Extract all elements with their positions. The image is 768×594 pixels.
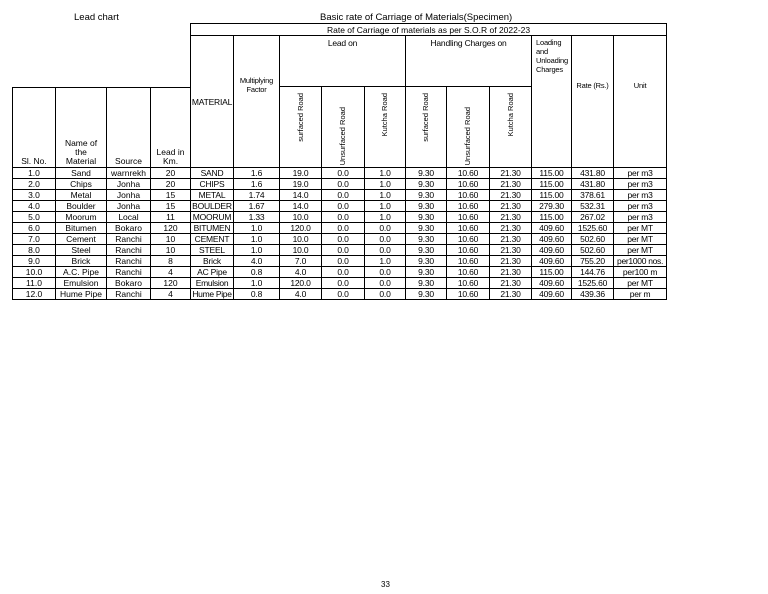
cell-lead-km: 4: [151, 267, 191, 278]
cell-handling-kutcha: 21.30: [490, 245, 532, 256]
header-material: MATERIAL: [191, 36, 234, 168]
cell-loading-charges: 115.00: [532, 179, 572, 190]
cell-lead-kutcha: 1.0: [365, 212, 406, 223]
cell-source: Ranchi: [107, 234, 151, 245]
header-lead-surfaced-road: surfaced Road: [295, 93, 305, 142]
cell-lead-surfaced: 19.0: [280, 179, 322, 190]
header-rate: Rate (Rs.): [576, 81, 609, 90]
cell-material-code: CHIPS: [191, 179, 234, 190]
cell-unit: per MT: [614, 223, 667, 234]
cell-material-name: Sand: [56, 168, 107, 179]
hdr-lead-kutcha-cell: [365, 87, 406, 168]
header-sl-no: Sl. No.: [13, 87, 56, 168]
table-row: [13, 179, 667, 190]
cell-source: Local: [107, 212, 151, 223]
cell-material-name: Boulder: [56, 201, 107, 212]
cell-material-name: Steel: [56, 245, 107, 256]
cell-sl-no: 1.0: [13, 168, 56, 179]
header-rate-cell: [572, 36, 614, 168]
cell-lead-unsurfaced: 0.0: [322, 201, 365, 212]
main-title: Basic rate of Carriage of Materials(Specimen): [320, 12, 513, 23]
table-row: [13, 234, 667, 245]
header-lead-unsurfaced-road: Unsurfaced Road: [338, 107, 347, 166]
cell-material-code: SAND: [191, 168, 234, 179]
cell-handling-unsurfaced: 10.60: [447, 278, 490, 289]
header-unit-cell: [614, 36, 667, 168]
cell-handling-kutcha: 21.30: [490, 212, 532, 223]
cell-lead-km: 8: [151, 256, 191, 267]
table-row: [13, 223, 667, 234]
cell-handling-unsurfaced: 10.60: [447, 212, 490, 223]
cell-multiplying-factor: 1.0: [234, 245, 280, 256]
cell-unit: per m3: [614, 212, 667, 223]
header-hc-kutcha-road: Kutcha Road: [505, 93, 515, 137]
cell-material-name: Cement: [56, 234, 107, 245]
cell-material-code: CEMENT: [191, 234, 234, 245]
header-source: Source: [107, 87, 151, 168]
cell-handling-kutcha: 21.30: [490, 267, 532, 278]
cell-loading-charges: 409.60: [532, 234, 572, 245]
cell-rate: 144.76: [572, 267, 614, 278]
cell-lead-surfaced: 4.0: [280, 289, 322, 300]
cell-source: Bokaro: [107, 278, 151, 289]
cell-rate: 439.36: [572, 289, 614, 300]
cell-source: Bokaro: [107, 223, 151, 234]
cell-multiplying-factor: 4.0: [234, 256, 280, 267]
cell-lead-km: 15: [151, 201, 191, 212]
cell-handling-kutcha: 21.30: [490, 168, 532, 179]
cell-lead-km: 120: [151, 278, 191, 289]
cell-lead-unsurfaced: 0.0: [322, 212, 365, 223]
cell-handling-surfaced: 9.30: [406, 278, 447, 289]
cell-sl-no: 7.0: [13, 234, 56, 245]
cell-lead-kutcha: 1.0: [365, 179, 406, 190]
cell-material-name: Emulsion: [56, 278, 107, 289]
cell-sl-no: 11.0: [13, 278, 56, 289]
cell-unit: per m: [614, 289, 667, 300]
header-loading-cell: [532, 36, 572, 168]
cell-lead-km: 10: [151, 245, 191, 256]
cell-material-name: Moorum: [56, 212, 107, 223]
cell-lead-km: 20: [151, 179, 191, 190]
cell-unit: per m3: [614, 168, 667, 179]
cell-lead-kutcha: 0.0: [365, 289, 406, 300]
cell-source: Ranchi: [107, 267, 151, 278]
cell-lead-unsurfaced: 0.0: [322, 245, 365, 256]
table-row: [13, 201, 667, 212]
cell-source: warnrekh: [107, 168, 151, 179]
cell-sl-no: 3.0: [13, 190, 56, 201]
cell-lead-kutcha: 0.0: [365, 245, 406, 256]
cell-lead-surfaced: 120.0: [280, 223, 322, 234]
cell-unit: per m3: [614, 201, 667, 212]
cell-unit: per1000 nos.: [614, 256, 667, 267]
cell-source: Jonha: [107, 201, 151, 212]
cell-lead-km: 11: [151, 212, 191, 223]
table-row: [13, 245, 667, 256]
cell-unit: per100 m: [614, 267, 667, 278]
cell-handling-surfaced: 9.30: [406, 179, 447, 190]
cell-handling-kutcha: 21.30: [490, 201, 532, 212]
cell-handling-surfaced: 9.30: [406, 168, 447, 179]
cell-handling-kutcha: 21.30: [490, 223, 532, 234]
cell-sl-no: 6.0: [13, 223, 56, 234]
cell-lead-surfaced: 14.0: [280, 201, 322, 212]
subtitle-row: [13, 24, 667, 36]
cell-handling-surfaced: 9.30: [406, 190, 447, 201]
cell-lead-unsurfaced: 0.0: [322, 256, 365, 267]
table-row: [13, 190, 667, 201]
cell-handling-unsurfaced: 10.60: [447, 190, 490, 201]
cell-loading-charges: 279.30: [532, 201, 572, 212]
cell-material-code: Emulsion: [191, 278, 234, 289]
cell-unit: per MT: [614, 245, 667, 256]
blank-cell: [13, 36, 191, 87]
cell-handling-surfaced: 9.30: [406, 234, 447, 245]
cell-lead-kutcha: 1.0: [365, 168, 406, 179]
cell-source: Ranchi: [107, 289, 151, 300]
cell-sl-no: 10.0: [13, 267, 56, 278]
cell-sl-no: 9.0: [13, 256, 56, 267]
cell-lead-surfaced: 19.0: [280, 168, 322, 179]
cell-rate: 755.20: [572, 256, 614, 267]
cell-handling-kutcha: 21.30: [490, 289, 532, 300]
cell-material-code: STEEL: [191, 245, 234, 256]
table-row: [13, 278, 667, 289]
header-unit: Unit: [633, 81, 647, 90]
cell-loading-charges: 115.00: [532, 190, 572, 201]
cell-lead-km: 15: [151, 190, 191, 201]
cell-lead-unsurfaced: 0.0: [322, 278, 365, 289]
cell-source: Ranchi: [107, 256, 151, 267]
cell-multiplying-factor: 1.67: [234, 201, 280, 212]
cell-loading-charges: 409.60: [532, 223, 572, 234]
cell-handling-kutcha: 21.30: [490, 190, 532, 201]
header-multiplying-factor: Multiplying Factor: [239, 76, 274, 94]
cell-lead-km: 4: [151, 289, 191, 300]
cell-material-name: Hume Pipe: [56, 289, 107, 300]
header-row-1: [13, 36, 667, 87]
hdr-hc-unsurfaced-cell: [447, 87, 490, 168]
carriage-rate-table: [12, 23, 667, 300]
subtitle-cell: Rate of Carriage of materials as per S.O.R of 2022-23: [191, 24, 667, 36]
header-hc-unsurfaced-road: Unsurfaced Road: [463, 107, 472, 166]
cell-material-code: Hume Pipe: [192, 289, 232, 300]
cell-rate: 502.60: [572, 245, 614, 256]
cell-material-code: BITUMEN: [191, 223, 234, 234]
cell-handling-unsurfaced: 10.60: [447, 256, 490, 267]
cell-lead-kutcha: 1.0: [365, 190, 406, 201]
cell-loading-charges: 409.60: [532, 245, 572, 256]
header-lead-on: Lead on: [280, 36, 406, 87]
cell-handling-unsurfaced: 10.60: [447, 168, 490, 179]
cell-handling-surfaced: 9.30: [406, 267, 447, 278]
cell-handling-unsurfaced: 10.60: [447, 267, 490, 278]
cell-handling-unsurfaced: 10.60: [447, 289, 490, 300]
header-lead-in-km: Lead in Km.: [156, 147, 185, 167]
cell-handling-kutcha: 21.30: [490, 256, 532, 267]
hdr-hc-surfaced-cell: [406, 87, 447, 168]
cell-handling-unsurfaced: 10.60: [447, 179, 490, 190]
cell-unit: per MT: [614, 234, 667, 245]
cell-lead-surfaced: 10.0: [280, 245, 322, 256]
hdr-lead-unsurfaced-cell: [322, 87, 365, 168]
cell-lead-unsurfaced: 0.0: [322, 190, 365, 201]
cell-handling-surfaced: 9.30: [406, 201, 447, 212]
cell-sl-no: 12.0: [13, 289, 56, 300]
header-name-of-material: Name of the Material: [64, 138, 98, 167]
cell-loading-charges: 115.00: [532, 168, 572, 179]
cell-material-code: MOORUM: [191, 212, 234, 223]
cell-multiplying-factor: 0.8: [234, 267, 280, 278]
cell-loading-charges: 409.60: [532, 256, 572, 267]
table-row: [13, 256, 667, 267]
cell-handling-unsurfaced: 10.60: [447, 234, 490, 245]
header-multiplying-factor-cell: [234, 36, 280, 168]
cell-rate: 502.60: [572, 234, 614, 245]
table-row: [13, 267, 667, 278]
cell-source: Jonha: [107, 190, 151, 201]
cell-lead-kutcha: 0.0: [365, 223, 406, 234]
cell-handling-kutcha: 21.30: [490, 278, 532, 289]
cell-rate: 267.02: [572, 212, 614, 223]
cell-handling-surfaced: 9.30: [406, 256, 447, 267]
header-lead-kutcha-road: Kutcha Road: [380, 93, 389, 137]
cell-rate: 1525.60: [572, 278, 614, 289]
cell-material-name: Chips: [56, 179, 107, 190]
cell-lead-kutcha: 1.0: [365, 256, 406, 267]
cell-unit: per m3: [614, 190, 667, 201]
cell-material-code: AC Pipe: [191, 267, 234, 278]
cell-lead-surfaced: 10.0: [280, 212, 322, 223]
cell-handling-kutcha: 21.30: [490, 179, 532, 190]
cell-material-name: Brick: [56, 256, 107, 267]
cell-sl-no: 8.0: [13, 245, 56, 256]
cell-handling-unsurfaced: 10.60: [447, 201, 490, 212]
lead-chart-title: Lead chart: [74, 12, 119, 23]
cell-material-name: A.C. Pipe: [56, 267, 107, 278]
cell-multiplying-factor: 1.0: [234, 223, 280, 234]
cell-loading-charges: 115.00: [532, 212, 572, 223]
cell-multiplying-factor: 1.6: [234, 168, 280, 179]
cell-lead-km: 10: [151, 234, 191, 245]
cell-lead-unsurfaced: 0.0: [322, 168, 365, 179]
cell-unit: per MT: [614, 278, 667, 289]
cell-rate: 378.61: [572, 190, 614, 201]
cell-multiplying-factor: 1.74: [234, 190, 280, 201]
cell-lead-surfaced: 7.0: [280, 256, 322, 267]
cell-lead-unsurfaced: 0.0: [322, 289, 365, 300]
cell-lead-unsurfaced: 0.0: [322, 267, 365, 278]
cell-lead-unsurfaced: 0.0: [322, 179, 365, 190]
cell-handling-unsurfaced: 10.60: [447, 223, 490, 234]
header-hc-surfaced-road: surfaced Road: [421, 93, 430, 142]
cell-rate: 431.80: [572, 168, 614, 179]
cell-lead-kutcha: 1.0: [365, 201, 406, 212]
cell-handling-unsurfaced: 10.60: [447, 245, 490, 256]
header-name-cell: [56, 87, 107, 168]
cell-sl-no: 2.0: [13, 179, 56, 190]
cell-loading-charges: 115.00: [532, 267, 572, 278]
cell-source: Ranchi: [107, 245, 151, 256]
hdr-hc-kutcha-cell: [490, 87, 532, 168]
cell-loading-charges: 409.60: [532, 289, 572, 300]
cell-lead-unsurfaced: 0.0: [322, 223, 365, 234]
cell-lead-km: 120: [151, 223, 191, 234]
blank-cell: [13, 24, 191, 36]
cell-lead-surfaced: 4.0: [280, 267, 322, 278]
cell-multiplying-factor: 1.6: [234, 179, 280, 190]
cell-lead-kutcha: 0.0: [365, 278, 406, 289]
cell-lead-kutcha: 0.0: [365, 267, 406, 278]
header-lead-cell: [151, 87, 191, 168]
table-row: [13, 168, 667, 179]
cell-source: Jonha: [107, 179, 151, 190]
cell-sl-no: 4.0: [13, 201, 56, 212]
cell-material-name: Bitumen: [56, 223, 107, 234]
cell-lead-unsurfaced: 0.0: [322, 234, 365, 245]
cell-lead-surfaced: 10.0: [280, 234, 322, 245]
header-handling-charges-on: Handling Charges on: [406, 36, 532, 87]
cell-unit: per m3: [614, 179, 667, 190]
header-loading-unloading: Loading and Unloading Charges: [536, 38, 568, 74]
cell-lead-surfaced: 14.0: [280, 190, 322, 201]
cell-multiplying-factor: 1.33: [234, 212, 280, 223]
cell-lead-km: 20: [151, 168, 191, 179]
cell-handling-surfaced: 9.30: [406, 245, 447, 256]
cell-material-name: Metal: [56, 190, 107, 201]
cell-rate: 1525.60: [572, 223, 614, 234]
cell-handling-surfaced: 9.30: [406, 289, 447, 300]
cell-lead-kutcha: 0.0: [365, 234, 406, 245]
table-row: [13, 289, 667, 300]
cell-material-code: METAL: [191, 190, 234, 201]
cell-handling-surfaced: 9.30: [406, 223, 447, 234]
page-number: 33: [381, 580, 390, 589]
cell-loading-charges: 409.60: [532, 278, 572, 289]
cell-material-code: BOULDER: [192, 201, 232, 212]
cell-multiplying-factor: 1.0: [234, 234, 280, 245]
cell-material-code: Brick: [191, 256, 234, 267]
table-row: [13, 212, 667, 223]
cell-lead-surfaced: 120.0: [280, 278, 322, 289]
hdr-lead-surfaced-cell: [280, 87, 322, 168]
cell-rate: 431.80: [572, 179, 614, 190]
cell-multiplying-factor: 1.0: [234, 278, 280, 289]
cell-rate: 532.31: [572, 201, 614, 212]
cell-handling-kutcha: 21.30: [490, 234, 532, 245]
cell-sl-no: 5.0: [13, 212, 56, 223]
cell-handling-surfaced: 9.30: [406, 212, 447, 223]
cell-multiplying-factor: 0.8: [234, 289, 280, 300]
